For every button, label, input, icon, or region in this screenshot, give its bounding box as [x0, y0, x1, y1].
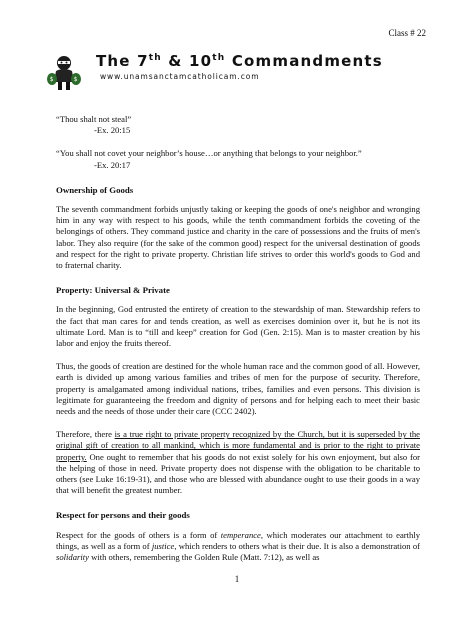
- paragraph: In the beginning, God entrusted the entirety of creation to the stewardship of man. Stewardship refers to the fact that man cares for and tends creation, as well as exercises dominion over it, but he is not its ultimate Lord. Man is to “till and keep” creation for God (Gen. 2:15). Man is to master creation by his labor and enjoy the fruits thereof.: [56, 304, 420, 349]
- quote-text: “Thou shalt not steal”: [56, 114, 132, 124]
- thief-logo-icon: [46, 52, 82, 92]
- document-header: [46, 50, 436, 98]
- class-number: Class # 22: [388, 28, 426, 38]
- section-heading: Ownership of Goods: [56, 184, 134, 195]
- paragraph: The seventh commandment forbids unjustly taking or keeping the goods of one's neighbor and wronging him in any way with respect to his goods, while the tenth commandment forbids the coveting of the belongings of others. They command justice and charity in the care of possessions and the fruits of men's labor. They also require (for the sake of the common good) respect for the universal destination of goods and respect for the right to private property. Christian life strives to order this world's goods to God and to fraternal charity.: [56, 204, 420, 271]
- document-body: [56, 114, 420, 575]
- section-heading: Property: Universal & Private: [56, 285, 170, 296]
- page-number: 1: [234, 574, 240, 584]
- quote-block: [56, 114, 420, 136]
- quote-text: “You shall not covet your neighbor’s house…or anything that belongs to your neighbor.”: [56, 148, 362, 159]
- paragraph: Therefore, there is a true right to private property recognized by the Church, but it is superseded by the original gift of creation to all mankind, which is more fundamental and is prior to the right to private property. One ought to remember that his goods do not exist solely for his own enjoyment, but also for the helping of those in need. Private property does not dispense with the obligation to be charitable to others (see Luke 16:19-31), and those who are blessed with abundance ought to use their goods in a way that will benefit the greatest number.: [56, 429, 420, 496]
- section-heading: Respect for persons and their goods: [56, 510, 190, 521]
- website-url: www.unamsanctamcatholicam.com: [100, 72, 260, 81]
- underlined-text: is a true right to private property recognized by the Church, but it is superseded by the original gift of creation to all mankind, which is more fundamental and is prior to the right to private property.: [56, 429, 420, 462]
- quote-block: [56, 148, 420, 170]
- svg-text:$: $: [73, 76, 78, 83]
- document-title: The 7th & 10th Commandments: [96, 52, 383, 70]
- svg-text:$: $: [49, 76, 54, 83]
- paragraph: Thus, the goods of creation are destined for the whole human race and the common good of all. However, earth is divided up among various families and tribes of men for the purpose of security. Therefore, property is amalgamated among individual nations, tribes, families and even persons. This division is legitimate for guaranteeing the freedom and dignity of persons and for helping each to meet their basic needs and the needs of those under their care (CCC 2402).: [56, 361, 420, 417]
- paragraph: Respect for the goods of others is a form of temperance, which moderates our attachment to earthly things, as well as a form of justice, which renders to others what is their due. It is also a demonstration of solidarity with others, remembering the Golden Rule (Matt. 7:12), as well as: [56, 529, 421, 563]
- quote-source: -Ex. 20:15: [94, 125, 131, 136]
- quote-source: -Ex. 20:17: [94, 159, 131, 170]
